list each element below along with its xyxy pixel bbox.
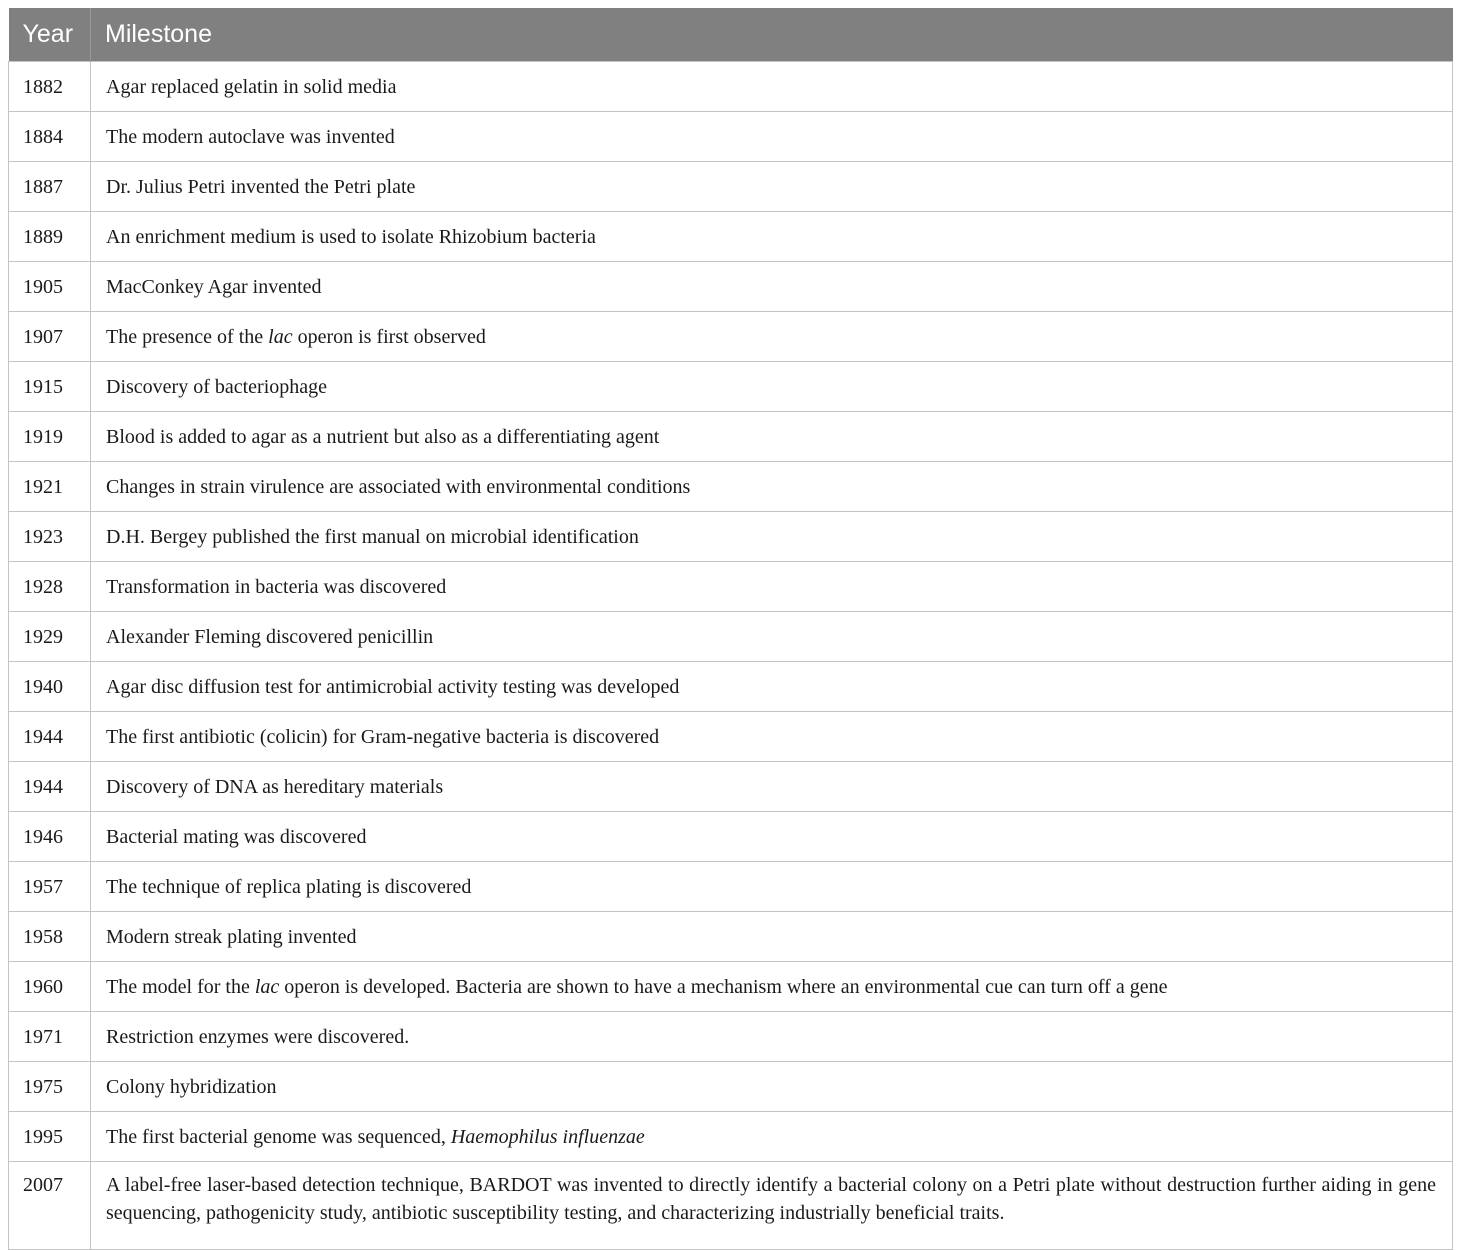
table-row — [9, 1012, 1453, 1062]
milestone-cell: The first antibiotic (colicin) for Gram-negative bacteria is discovered — [91, 712, 1453, 762]
milestone-cell: Discovery of DNA as hereditary materials — [91, 762, 1453, 812]
column-header-year: Year — [9, 8, 91, 62]
table-body — [9, 62, 1453, 1250]
year-cell: 1944 — [9, 712, 91, 762]
table-row — [9, 1112, 1453, 1162]
year-cell: 1919 — [9, 412, 91, 462]
milestone-italic-text: Haemophilus influenzae — [450, 1125, 645, 1148]
table-row — [9, 412, 1453, 462]
milestone-cell: Dr. Julius Petri invented the Petri plate — [91, 162, 1453, 212]
year-cell: 1971 — [9, 1012, 91, 1062]
year-cell: 1928 — [9, 562, 91, 612]
table-row — [9, 512, 1453, 562]
milestone-cell: Blood is added to agar as a nutrient but also as a differentiating agent — [91, 412, 1453, 462]
milestone-cell — [91, 312, 1453, 362]
milestone-cell: Changes in strain virulence are associated with environmental conditions — [91, 462, 1453, 512]
milestone-cell: Discovery of bacteriophage — [91, 362, 1453, 412]
milestone-cell: A label-free laser-based detection technique, BARDOT was invented to directly identify a bacterial colony on a Petri plate without destruction further aiding in gene sequencing, pathogenicity study, antibiotic susceptibility testing, and characterizing industrially beneficial traits. — [91, 1162, 1453, 1250]
milestone-italic-text: lac — [268, 325, 293, 348]
year-cell: 1884 — [9, 112, 91, 162]
milestone-cell: Agar disc diffusion test for antimicrobial activity testing was developed — [91, 662, 1453, 712]
milestone-text: The first bacterial genome was sequenced, — [106, 1125, 451, 1148]
year-cell: 1975 — [9, 1062, 91, 1112]
year-cell: 1889 — [9, 212, 91, 262]
milestone-cell — [91, 1112, 1453, 1162]
table-header — [9, 8, 1453, 62]
milestone-text: operon is developed. Bacteria are shown to have a mechanism where an environmental cue can turn off a gene — [279, 975, 1168, 998]
year-cell: 1960 — [9, 962, 91, 1012]
table-row — [9, 162, 1453, 212]
year-cell: 1882 — [9, 62, 91, 112]
year-cell: 1957 — [9, 862, 91, 912]
milestone-italic-text: lac — [254, 975, 280, 998]
milestone-cell: MacConkey Agar invented — [91, 262, 1453, 312]
year-cell: 1940 — [9, 662, 91, 712]
column-header-milestone: Milestone — [91, 8, 1453, 62]
table-row — [9, 362, 1453, 412]
table-row — [9, 1162, 1453, 1250]
table-row — [9, 912, 1453, 962]
milestone-cell: Agar replaced gelatin in solid media — [91, 62, 1453, 112]
table-row — [9, 212, 1453, 262]
year-cell: 1995 — [9, 1112, 91, 1162]
milestone-text: The model for the — [106, 975, 255, 998]
table-row — [9, 662, 1453, 712]
milestone-table — [8, 8, 1453, 1250]
year-cell: 1921 — [9, 462, 91, 512]
table-row — [9, 862, 1453, 912]
milestone-cell: D.H. Bergey published the first manual on microbial identification — [91, 512, 1453, 562]
table-row — [9, 1062, 1453, 1112]
table-row — [9, 112, 1453, 162]
milestone-cell: The modern autoclave was invented — [91, 112, 1453, 162]
year-cell: 1946 — [9, 812, 91, 862]
year-cell: 1923 — [9, 512, 91, 562]
milestone-table-container — [8, 8, 1452, 1250]
milestone-cell: Transformation in bacteria was discovered — [91, 562, 1453, 612]
milestone-cell: Modern streak plating invented — [91, 912, 1453, 962]
table-row — [9, 712, 1453, 762]
table-row — [9, 562, 1453, 612]
year-cell: 1905 — [9, 262, 91, 312]
year-cell: 1944 — [9, 762, 91, 812]
header-row — [9, 8, 1453, 62]
milestone-cell: Colony hybridization — [91, 1062, 1453, 1112]
milestone-cell: Bacterial mating was discovered — [91, 812, 1453, 862]
table-row — [9, 462, 1453, 512]
milestone-cell: The technique of replica plating is discovered — [91, 862, 1453, 912]
year-cell: 1887 — [9, 162, 91, 212]
table-row — [9, 612, 1453, 662]
milestone-cell: An enrichment medium is used to isolate Rhizobium bacteria — [91, 212, 1453, 262]
year-cell: 1915 — [9, 362, 91, 412]
table-row — [9, 62, 1453, 112]
milestone-cell: Restriction enzymes were discovered. — [91, 1012, 1453, 1062]
year-cell: 2007 — [9, 1162, 91, 1250]
year-cell: 1958 — [9, 912, 91, 962]
table-row — [9, 762, 1453, 812]
table-row — [9, 812, 1453, 862]
year-cell: 1907 — [9, 312, 91, 362]
milestone-text: operon is first observed — [292, 325, 486, 348]
milestone-cell: Alexander Fleming discovered penicillin — [91, 612, 1453, 662]
milestone-text: The presence of the — [106, 325, 269, 348]
table-row — [9, 312, 1453, 362]
table-row — [9, 262, 1453, 312]
year-cell: 1929 — [9, 612, 91, 662]
table-row — [9, 962, 1453, 1012]
milestone-cell — [91, 962, 1453, 1012]
